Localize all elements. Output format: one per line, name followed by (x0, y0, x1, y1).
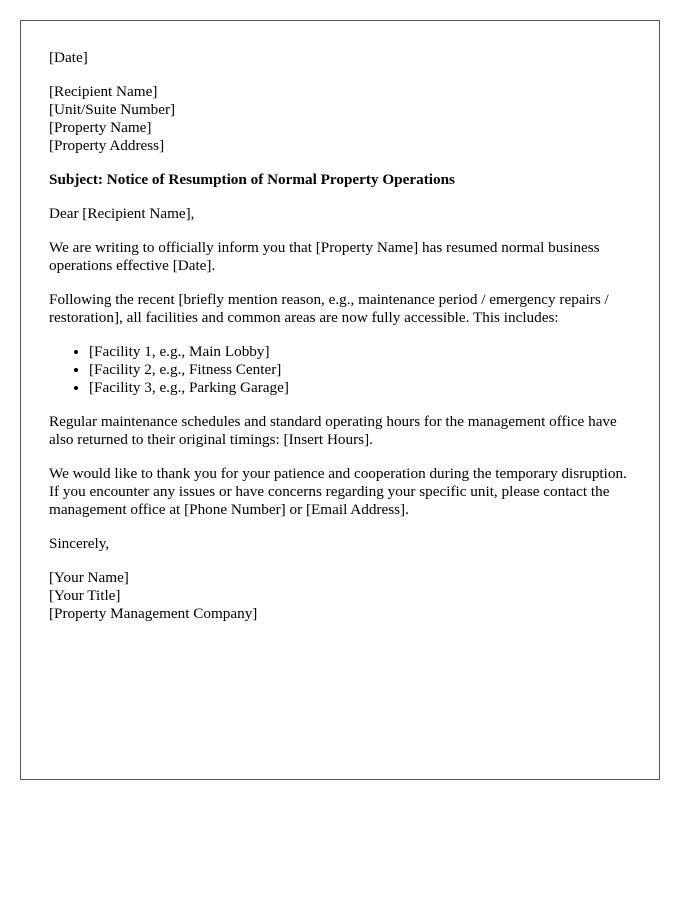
recipient-name: [Recipient Name] (49, 83, 158, 100)
facility-item: • [Facility 2, e.g., Fitness Center] (89, 361, 631, 379)
recipient-property-name: [Property Name] (49, 119, 152, 136)
letter-closing: Sincerely, (49, 535, 110, 552)
signature-name: [Your Name] (49, 569, 129, 586)
letter-paragraph-1: We are writing to officially inform you that [Property Name] has resumed normal business operations effective [Date]. (49, 239, 600, 274)
recipient-property-address: [Property Address] (49, 137, 165, 154)
facilities-list (49, 343, 631, 397)
letter-document (20, 20, 660, 780)
letter-salutation: Dear [Recipient Name], (49, 205, 195, 222)
signature-title: [Your Title] (49, 587, 121, 604)
facility-item: • [Facility 1, e.g., Main Lobby] (89, 343, 631, 361)
letter-subject: Subject: Notice of Resumption of Normal Property Operations (49, 171, 455, 188)
facility-item: • [Facility 3, e.g., Parking Garage] (89, 379, 631, 397)
recipient-block (49, 83, 631, 155)
signature-block (49, 569, 631, 623)
recipient-unit: [Unit/Suite Number] (49, 101, 176, 118)
signature-company: [Property Management Company] (49, 605, 258, 622)
letter-paragraph-2: Following the recent [briefly mention reason, e.g., maintenance period / emergency repairs / restoration], all facilities and common areas are now fully accessible. This includes: (49, 291, 609, 326)
letter-paragraph-3: Regular maintenance schedules and standard operating hours for the management office have also returned to their original timings: [Insert Hours]. (49, 413, 617, 448)
letter-paragraph-4: We would like to thank you for your patience and cooperation during the temporary disruption. If you encounter any issues or have concerns regarding your specific unit, please contact the management office at [Phone Number] or [Email Address]. (49, 465, 627, 518)
letter-date: [Date] (49, 49, 88, 66)
